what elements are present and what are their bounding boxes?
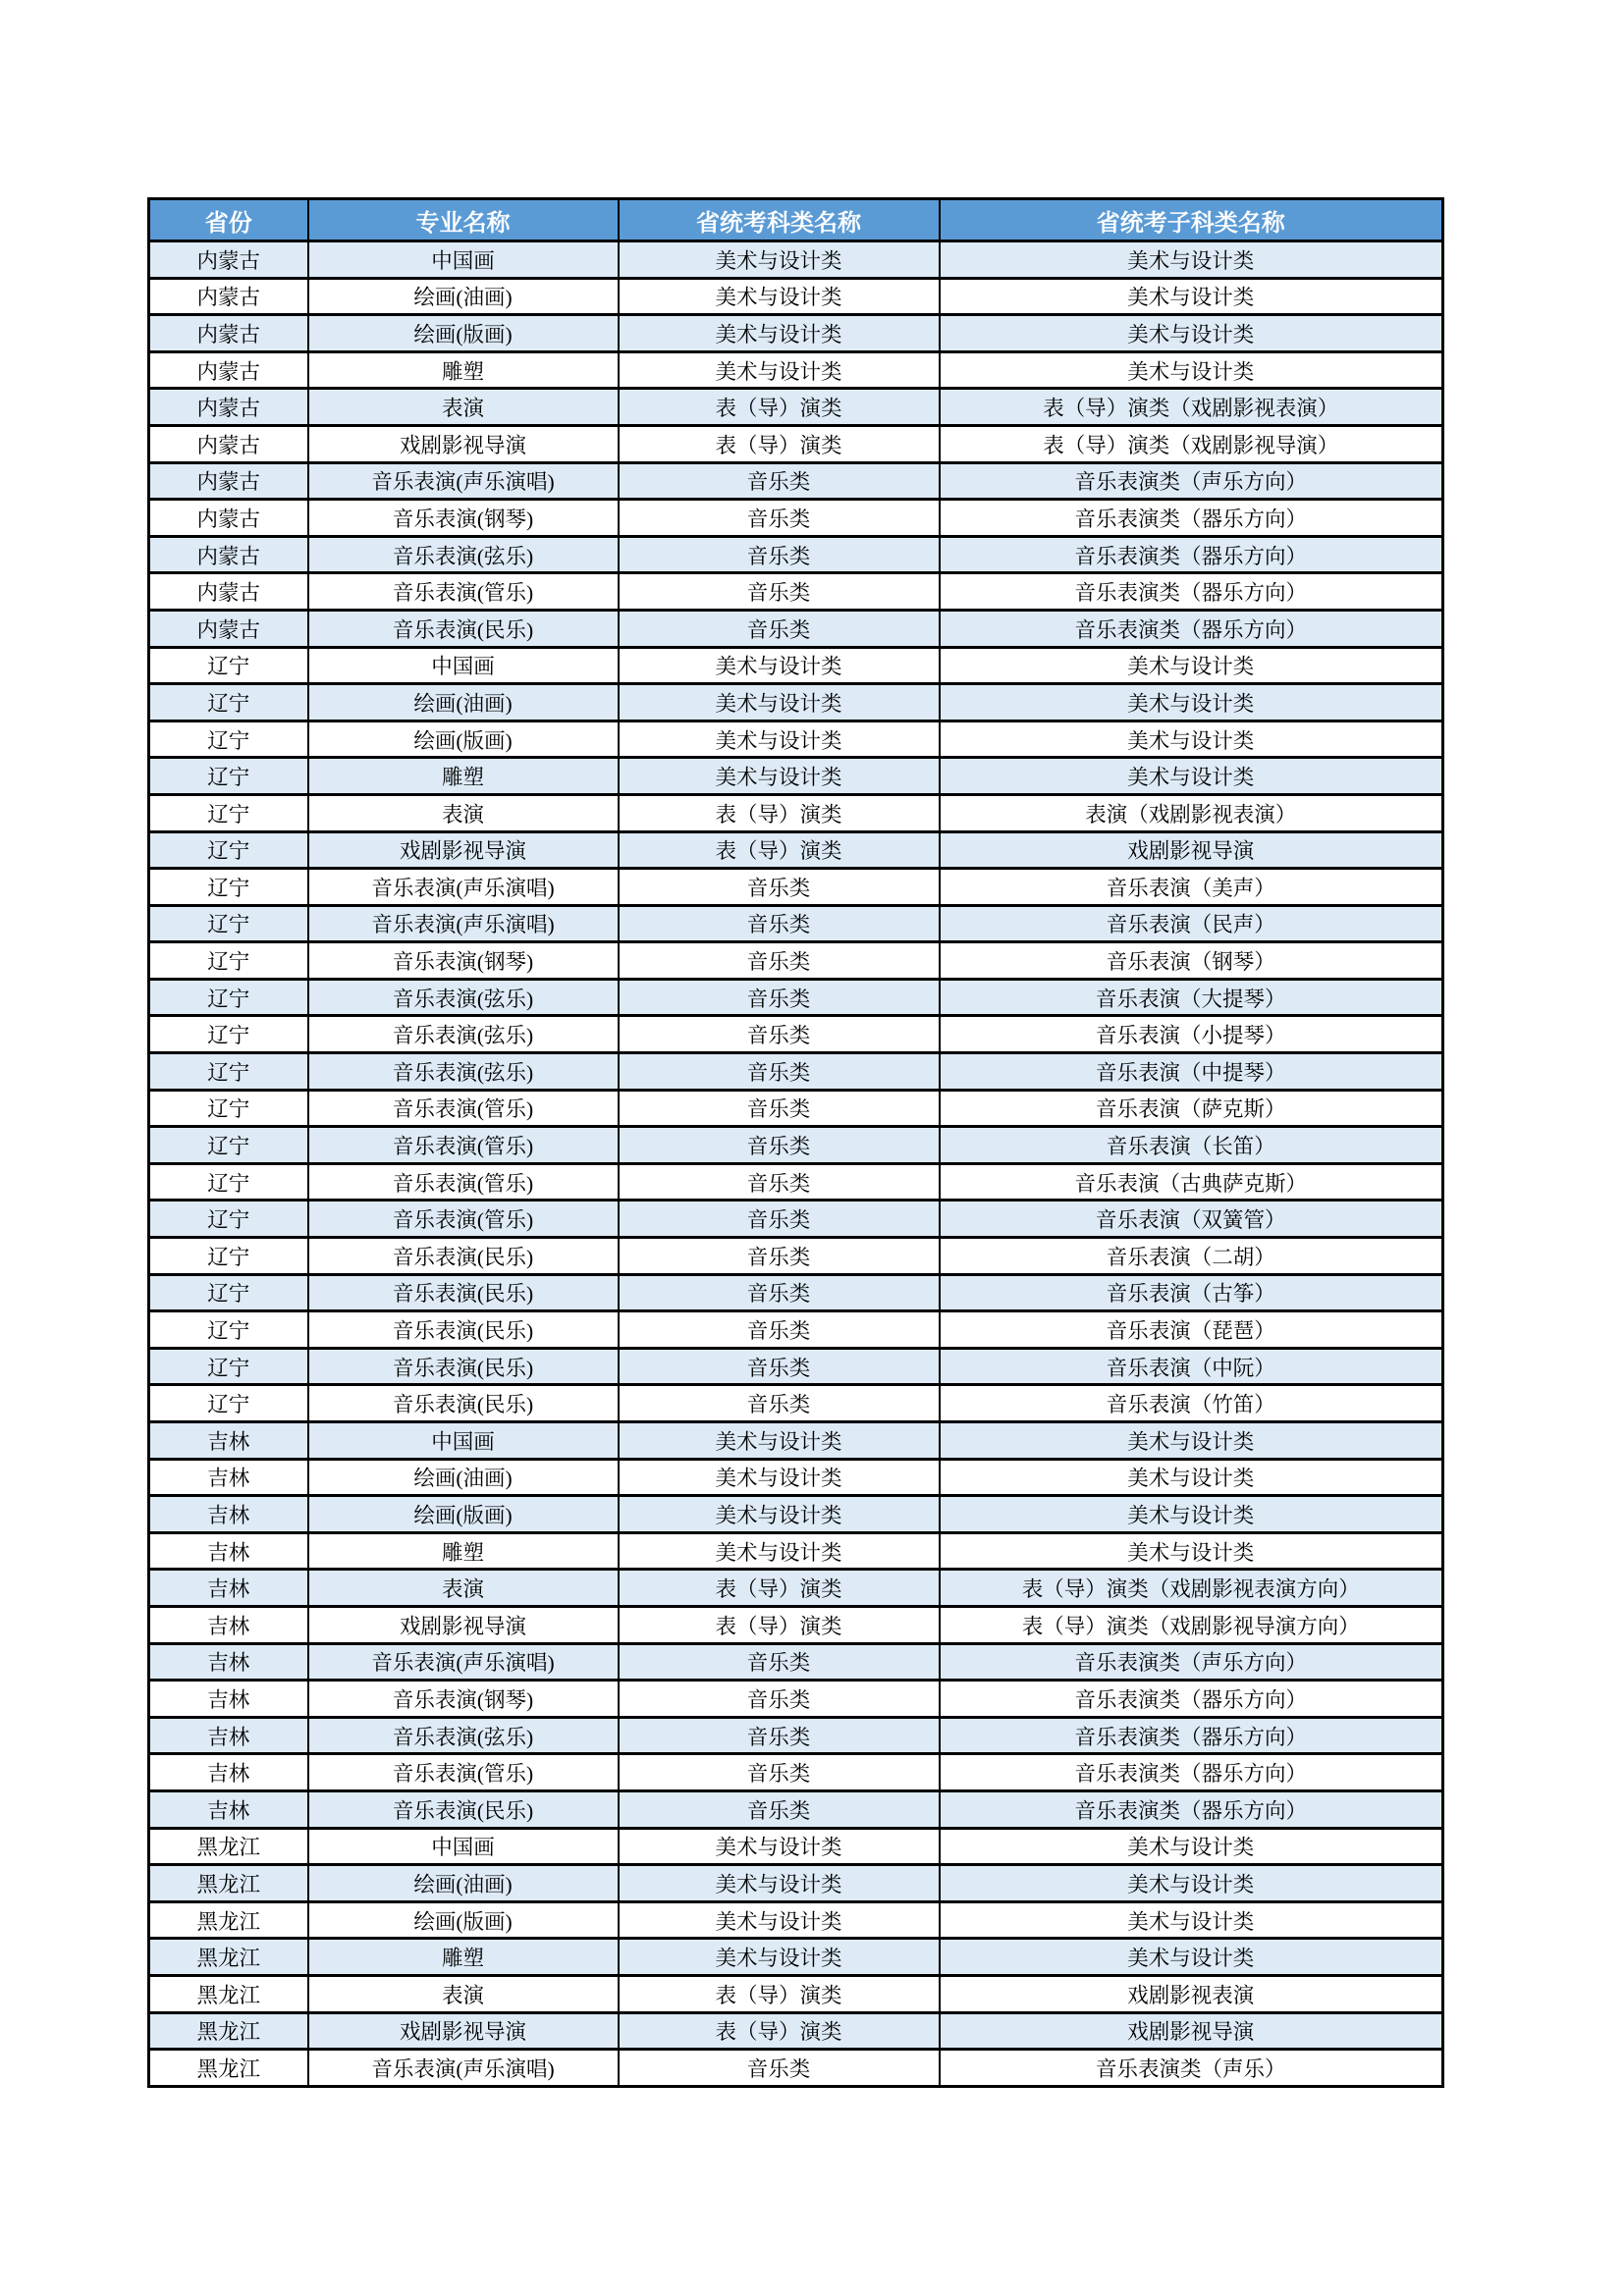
cell-category: 音乐类 bbox=[619, 905, 940, 942]
cell-subcategory: 音乐表演类（器乐方向） bbox=[940, 500, 1443, 537]
cell-province: 吉林 bbox=[149, 1496, 308, 1533]
table-row bbox=[149, 573, 1443, 611]
cell-major: 绘画(版画) bbox=[308, 1496, 619, 1533]
cell-major: 雕塑 bbox=[308, 1532, 619, 1570]
cell-category: 音乐类 bbox=[619, 1348, 940, 1385]
cell-category: 音乐类 bbox=[619, 979, 940, 1016]
cell-subcategory: 表演（戏剧影视表演） bbox=[940, 794, 1443, 831]
cell-major: 绘画(油画) bbox=[308, 278, 619, 315]
cell-major: 音乐表演(民乐) bbox=[308, 1311, 619, 1349]
cell-major: 音乐表演(钢琴) bbox=[308, 500, 619, 537]
table-row bbox=[149, 425, 1443, 462]
cell-major: 音乐表演(声乐演唱) bbox=[308, 2050, 619, 2087]
cell-subcategory: 音乐表演（大提琴） bbox=[940, 979, 1443, 1016]
cell-category: 音乐类 bbox=[619, 1127, 940, 1164]
table-row bbox=[149, 462, 1443, 500]
cell-subcategory: 音乐表演（中阮） bbox=[940, 1348, 1443, 1385]
cell-major: 表演 bbox=[308, 389, 619, 426]
table-row bbox=[149, 1939, 1443, 1976]
cell-subcategory: 音乐表演类（声乐方向） bbox=[940, 1643, 1443, 1681]
cell-major: 音乐表演(管乐) bbox=[308, 1090, 619, 1127]
cell-major: 表演 bbox=[308, 1570, 619, 1607]
cell-category: 音乐类 bbox=[619, 942, 940, 980]
cell-category: 表（导）演类 bbox=[619, 831, 940, 869]
cell-province: 内蒙古 bbox=[149, 610, 308, 647]
cell-subcategory: 音乐表演类（器乐方向） bbox=[940, 1790, 1443, 1828]
cell-subcategory: 美术与设计类 bbox=[940, 1865, 1443, 1902]
cell-subcategory: 音乐表演类（器乐方向） bbox=[940, 1717, 1443, 1754]
cell-category: 音乐类 bbox=[619, 1681, 940, 1718]
cell-subcategory: 美术与设计类 bbox=[940, 684, 1443, 721]
cell-category: 音乐类 bbox=[619, 1643, 940, 1681]
table-row bbox=[149, 315, 1443, 352]
cell-province: 辽宁 bbox=[149, 1090, 308, 1127]
cell-major: 音乐表演(声乐演唱) bbox=[308, 905, 619, 942]
cell-major: 绘画(版画) bbox=[308, 315, 619, 352]
cell-province: 辽宁 bbox=[149, 942, 308, 980]
cell-subcategory: 美术与设计类 bbox=[940, 278, 1443, 315]
cell-category: 美术与设计类 bbox=[619, 241, 940, 279]
cell-province: 内蒙古 bbox=[149, 351, 308, 389]
table-row bbox=[149, 536, 1443, 573]
cell-category: 表（导）演类 bbox=[619, 389, 940, 426]
cell-category: 美术与设计类 bbox=[619, 1459, 940, 1496]
cell-subcategory: 音乐表演（古筝） bbox=[940, 1274, 1443, 1311]
cell-province: 辽宁 bbox=[149, 721, 308, 758]
cell-province: 辽宁 bbox=[149, 1311, 308, 1349]
cell-category: 音乐类 bbox=[619, 573, 940, 611]
cell-major: 绘画(版画) bbox=[308, 1901, 619, 1939]
cell-subcategory: 表（导）演类（戏剧影视导演） bbox=[940, 425, 1443, 462]
cell-major: 中国画 bbox=[308, 1422, 619, 1460]
cell-subcategory: 音乐表演（民声） bbox=[940, 905, 1443, 942]
header-cell-province: 省份 bbox=[149, 199, 308, 241]
cell-major: 音乐表演(声乐演唱) bbox=[308, 1643, 619, 1681]
cell-category: 美术与设计类 bbox=[619, 278, 940, 315]
table-row bbox=[149, 1496, 1443, 1533]
cell-category: 美术与设计类 bbox=[619, 647, 940, 684]
cell-category: 美术与设计类 bbox=[619, 721, 940, 758]
table-row bbox=[149, 979, 1443, 1016]
table-row bbox=[149, 1606, 1443, 1643]
cell-province: 辽宁 bbox=[149, 794, 308, 831]
cell-province: 吉林 bbox=[149, 1570, 308, 1607]
cell-major: 雕塑 bbox=[308, 351, 619, 389]
cell-major: 戏剧影视导演 bbox=[308, 831, 619, 869]
cell-major: 绘画(版画) bbox=[308, 721, 619, 758]
cell-subcategory: 音乐表演（琵琶） bbox=[940, 1311, 1443, 1349]
cell-province: 吉林 bbox=[149, 1717, 308, 1754]
cell-province: 辽宁 bbox=[149, 647, 308, 684]
cell-province: 辽宁 bbox=[149, 684, 308, 721]
table-row bbox=[149, 1901, 1443, 1939]
cell-major: 音乐表演(民乐) bbox=[308, 1385, 619, 1422]
table-row bbox=[149, 1681, 1443, 1718]
cell-province: 内蒙古 bbox=[149, 315, 308, 352]
table-row bbox=[149, 794, 1443, 831]
cell-major: 戏剧影视导演 bbox=[308, 2012, 619, 2050]
cell-major: 音乐表演(民乐) bbox=[308, 1790, 619, 1828]
cell-major: 雕塑 bbox=[308, 1939, 619, 1976]
table-row bbox=[149, 942, 1443, 980]
cell-category: 音乐类 bbox=[619, 1053, 940, 1091]
cell-subcategory: 音乐表演（竹笛） bbox=[940, 1385, 1443, 1422]
cell-province: 辽宁 bbox=[149, 1201, 308, 1238]
cell-province: 辽宁 bbox=[149, 831, 308, 869]
cell-province: 吉林 bbox=[149, 1606, 308, 1643]
cell-province: 吉林 bbox=[149, 1532, 308, 1570]
table-row bbox=[149, 2050, 1443, 2087]
cell-category: 美术与设计类 bbox=[619, 758, 940, 795]
cell-subcategory: 美术与设计类 bbox=[940, 721, 1443, 758]
table-row bbox=[149, 351, 1443, 389]
cell-category: 音乐类 bbox=[619, 1090, 940, 1127]
cell-province: 内蒙古 bbox=[149, 389, 308, 426]
table-row bbox=[149, 500, 1443, 537]
cell-major: 音乐表演(弦乐) bbox=[308, 1016, 619, 1053]
table-row bbox=[149, 1311, 1443, 1349]
cell-category: 美术与设计类 bbox=[619, 1496, 940, 1533]
cell-province: 黑龙江 bbox=[149, 1828, 308, 1865]
cell-major: 戏剧影视导演 bbox=[308, 1606, 619, 1643]
cell-major: 表演 bbox=[308, 794, 619, 831]
table-row bbox=[149, 2012, 1443, 2050]
table-row bbox=[149, 905, 1443, 942]
header-cell-major: 专业名称 bbox=[308, 199, 619, 241]
cell-province: 黑龙江 bbox=[149, 1939, 308, 1976]
table-row bbox=[149, 1570, 1443, 1607]
table-row bbox=[149, 389, 1443, 426]
cell-subcategory: 美术与设计类 bbox=[940, 647, 1443, 684]
cell-category: 音乐类 bbox=[619, 869, 940, 906]
cell-category: 美术与设计类 bbox=[619, 1422, 940, 1460]
cell-major: 音乐表演(弦乐) bbox=[308, 1717, 619, 1754]
cell-province: 辽宁 bbox=[149, 869, 308, 906]
cell-major: 音乐表演(管乐) bbox=[308, 1127, 619, 1164]
table-row bbox=[149, 1385, 1443, 1422]
cell-province: 辽宁 bbox=[149, 1016, 308, 1053]
cell-category: 音乐类 bbox=[619, 1163, 940, 1201]
cell-province: 吉林 bbox=[149, 1681, 308, 1718]
cell-province: 辽宁 bbox=[149, 1274, 308, 1311]
cell-province: 内蒙古 bbox=[149, 278, 308, 315]
cell-category: 音乐类 bbox=[619, 1754, 940, 1791]
table-row bbox=[149, 1163, 1443, 1201]
cell-subcategory: 音乐表演类（器乐方向） bbox=[940, 573, 1443, 611]
cell-subcategory: 表（导）演类（戏剧影视表演方向） bbox=[940, 1570, 1443, 1607]
cell-category: 音乐类 bbox=[619, 1238, 940, 1275]
cell-major: 音乐表演(管乐) bbox=[308, 1201, 619, 1238]
cell-major: 音乐表演(民乐) bbox=[308, 1274, 619, 1311]
cell-subcategory: 戏剧影视导演 bbox=[940, 2012, 1443, 2050]
cell-subcategory: 音乐表演类（器乐方向） bbox=[940, 610, 1443, 647]
cell-major: 音乐表演(管乐) bbox=[308, 1163, 619, 1201]
table-header bbox=[149, 199, 1443, 241]
cell-subcategory: 音乐表演类（声乐方向） bbox=[940, 462, 1443, 500]
cell-province: 辽宁 bbox=[149, 1348, 308, 1385]
cell-province: 黑龙江 bbox=[149, 1975, 308, 2012]
cell-subcategory: 戏剧影视导演 bbox=[940, 831, 1443, 869]
cell-major: 音乐表演(钢琴) bbox=[308, 942, 619, 980]
cell-province: 内蒙古 bbox=[149, 536, 308, 573]
cell-major: 音乐表演(管乐) bbox=[308, 1754, 619, 1791]
table-row bbox=[149, 1975, 1443, 2012]
cell-category: 美术与设计类 bbox=[619, 1901, 940, 1939]
cell-province: 吉林 bbox=[149, 1643, 308, 1681]
cell-category: 表（导）演类 bbox=[619, 1975, 940, 2012]
cell-major: 中国画 bbox=[308, 647, 619, 684]
cell-subcategory: 戏剧影视表演 bbox=[940, 1975, 1443, 2012]
cell-category: 音乐类 bbox=[619, 500, 940, 537]
cell-major: 绘画(油画) bbox=[308, 1459, 619, 1496]
cell-category: 美术与设计类 bbox=[619, 351, 940, 389]
cell-major: 音乐表演(民乐) bbox=[308, 610, 619, 647]
cell-subcategory: 美术与设计类 bbox=[940, 241, 1443, 279]
cell-subcategory: 美术与设计类 bbox=[940, 758, 1443, 795]
cell-province: 吉林 bbox=[149, 1754, 308, 1791]
province-exam-category-table bbox=[147, 197, 1444, 2088]
cell-subcategory: 美术与设计类 bbox=[940, 1828, 1443, 1865]
cell-category: 音乐类 bbox=[619, 1274, 940, 1311]
cell-province: 辽宁 bbox=[149, 1053, 308, 1091]
cell-subcategory: 音乐表演类（器乐方向） bbox=[940, 536, 1443, 573]
header-row bbox=[149, 199, 1443, 241]
table-row bbox=[149, 241, 1443, 279]
cell-category: 音乐类 bbox=[619, 1717, 940, 1754]
table-body bbox=[149, 241, 1443, 2087]
cell-category: 美术与设计类 bbox=[619, 1865, 940, 1902]
table-row bbox=[149, 1053, 1443, 1091]
table-row bbox=[149, 1348, 1443, 1385]
cell-category: 美术与设计类 bbox=[619, 1939, 940, 1976]
cell-province: 辽宁 bbox=[149, 1385, 308, 1422]
cell-subcategory: 音乐表演（小提琴） bbox=[940, 1016, 1443, 1053]
cell-major: 音乐表演(声乐演唱) bbox=[308, 869, 619, 906]
cell-category: 音乐类 bbox=[619, 1790, 940, 1828]
cell-category: 音乐类 bbox=[619, 1311, 940, 1349]
cell-category: 表（导）演类 bbox=[619, 794, 940, 831]
cell-province: 辽宁 bbox=[149, 1127, 308, 1164]
cell-province: 黑龙江 bbox=[149, 2050, 308, 2087]
cell-subcategory: 音乐表演（长笛） bbox=[940, 1127, 1443, 1164]
cell-province: 吉林 bbox=[149, 1790, 308, 1828]
cell-major: 音乐表演(弦乐) bbox=[308, 536, 619, 573]
cell-category: 表（导）演类 bbox=[619, 1570, 940, 1607]
cell-province: 内蒙古 bbox=[149, 573, 308, 611]
cell-province: 黑龙江 bbox=[149, 1865, 308, 1902]
table-row bbox=[149, 1238, 1443, 1275]
cell-province: 辽宁 bbox=[149, 905, 308, 942]
table-row bbox=[149, 721, 1443, 758]
cell-subcategory: 音乐表演（中提琴） bbox=[940, 1053, 1443, 1091]
cell-major: 绘画(油画) bbox=[308, 1865, 619, 1902]
cell-subcategory: 音乐表演（美声） bbox=[940, 869, 1443, 906]
cell-subcategory: 美术与设计类 bbox=[940, 1901, 1443, 1939]
cell-subcategory: 美术与设计类 bbox=[940, 351, 1443, 389]
cell-subcategory: 美术与设计类 bbox=[940, 1459, 1443, 1496]
cell-major: 中国画 bbox=[308, 241, 619, 279]
cell-category: 表（导）演类 bbox=[619, 1606, 940, 1643]
cell-category: 美术与设计类 bbox=[619, 684, 940, 721]
cell-major: 戏剧影视导演 bbox=[308, 425, 619, 462]
cell-major: 音乐表演(弦乐) bbox=[308, 1053, 619, 1091]
table-row bbox=[149, 647, 1443, 684]
cell-category: 音乐类 bbox=[619, 536, 940, 573]
cell-subcategory: 表（导）演类（戏剧影视表演） bbox=[940, 389, 1443, 426]
cell-major: 音乐表演(弦乐) bbox=[308, 979, 619, 1016]
cell-category: 音乐类 bbox=[619, 1201, 940, 1238]
table-row bbox=[149, 684, 1443, 721]
cell-province: 辽宁 bbox=[149, 1163, 308, 1201]
cell-category: 美术与设计类 bbox=[619, 1828, 940, 1865]
table-row bbox=[149, 1090, 1443, 1127]
cell-subcategory: 音乐表演（二胡） bbox=[940, 1238, 1443, 1275]
cell-subcategory: 音乐表演类（器乐方向） bbox=[940, 1754, 1443, 1791]
table-row bbox=[149, 1754, 1443, 1791]
table-row bbox=[149, 1643, 1443, 1681]
cell-category: 表（导）演类 bbox=[619, 425, 940, 462]
cell-province: 辽宁 bbox=[149, 758, 308, 795]
cell-major: 表演 bbox=[308, 1975, 619, 2012]
table-row bbox=[149, 1201, 1443, 1238]
table-row bbox=[149, 1127, 1443, 1164]
cell-province: 内蒙古 bbox=[149, 425, 308, 462]
table-row bbox=[149, 1717, 1443, 1754]
table-row bbox=[149, 1274, 1443, 1311]
cell-major: 音乐表演(民乐) bbox=[308, 1238, 619, 1275]
cell-subcategory: 美术与设计类 bbox=[940, 315, 1443, 352]
cell-province: 辽宁 bbox=[149, 1238, 308, 1275]
table-row bbox=[149, 278, 1443, 315]
cell-major: 音乐表演(管乐) bbox=[308, 573, 619, 611]
cell-province: 内蒙古 bbox=[149, 241, 308, 279]
table-row bbox=[149, 1422, 1443, 1460]
cell-subcategory: 美术与设计类 bbox=[940, 1939, 1443, 1976]
cell-category: 音乐类 bbox=[619, 610, 940, 647]
cell-subcategory: 音乐表演类（声乐） bbox=[940, 2050, 1443, 2087]
cell-subcategory: 音乐表演（萨克斯） bbox=[940, 1090, 1443, 1127]
cell-subcategory: 音乐表演（古典萨克斯） bbox=[940, 1163, 1443, 1201]
header-cell-category: 省统考科类名称 bbox=[619, 199, 940, 241]
cell-category: 音乐类 bbox=[619, 2050, 940, 2087]
table-row bbox=[149, 1790, 1443, 1828]
cell-province: 黑龙江 bbox=[149, 1901, 308, 1939]
cell-category: 音乐类 bbox=[619, 1016, 940, 1053]
cell-province: 辽宁 bbox=[149, 979, 308, 1016]
cell-subcategory: 表（导）演类（戏剧影视导演方向） bbox=[940, 1606, 1443, 1643]
table-row bbox=[149, 831, 1443, 869]
cell-major: 绘画(油画) bbox=[308, 684, 619, 721]
table-row bbox=[149, 610, 1443, 647]
table-row bbox=[149, 1532, 1443, 1570]
cell-subcategory: 美术与设计类 bbox=[940, 1532, 1443, 1570]
cell-major: 中国画 bbox=[308, 1828, 619, 1865]
cell-province: 吉林 bbox=[149, 1422, 308, 1460]
cell-major: 雕塑 bbox=[308, 758, 619, 795]
table-row bbox=[149, 758, 1443, 795]
cell-major: 音乐表演(声乐演唱) bbox=[308, 462, 619, 500]
cell-category: 表（导）演类 bbox=[619, 2012, 940, 2050]
cell-province: 黑龙江 bbox=[149, 2012, 308, 2050]
cell-major: 音乐表演(民乐) bbox=[308, 1348, 619, 1385]
cell-category: 美术与设计类 bbox=[619, 315, 940, 352]
cell-province: 内蒙古 bbox=[149, 500, 308, 537]
cell-subcategory: 音乐表演（双簧管） bbox=[940, 1201, 1443, 1238]
cell-subcategory: 音乐表演类（器乐方向） bbox=[940, 1681, 1443, 1718]
cell-subcategory: 音乐表演（钢琴） bbox=[940, 942, 1443, 980]
cell-category: 音乐类 bbox=[619, 462, 940, 500]
table-row bbox=[149, 1828, 1443, 1865]
cell-major: 音乐表演(钢琴) bbox=[308, 1681, 619, 1718]
cell-subcategory: 美术与设计类 bbox=[940, 1496, 1443, 1533]
table-row bbox=[149, 1865, 1443, 1902]
table-row bbox=[149, 1459, 1443, 1496]
cell-category: 美术与设计类 bbox=[619, 1532, 940, 1570]
table-row bbox=[149, 1016, 1443, 1053]
cell-province: 吉林 bbox=[149, 1459, 308, 1496]
cell-subcategory: 美术与设计类 bbox=[940, 1422, 1443, 1460]
cell-province: 内蒙古 bbox=[149, 462, 308, 500]
cell-category: 音乐类 bbox=[619, 1385, 940, 1422]
table-row bbox=[149, 869, 1443, 906]
header-cell-subcategory: 省统考子科类名称 bbox=[940, 199, 1443, 241]
